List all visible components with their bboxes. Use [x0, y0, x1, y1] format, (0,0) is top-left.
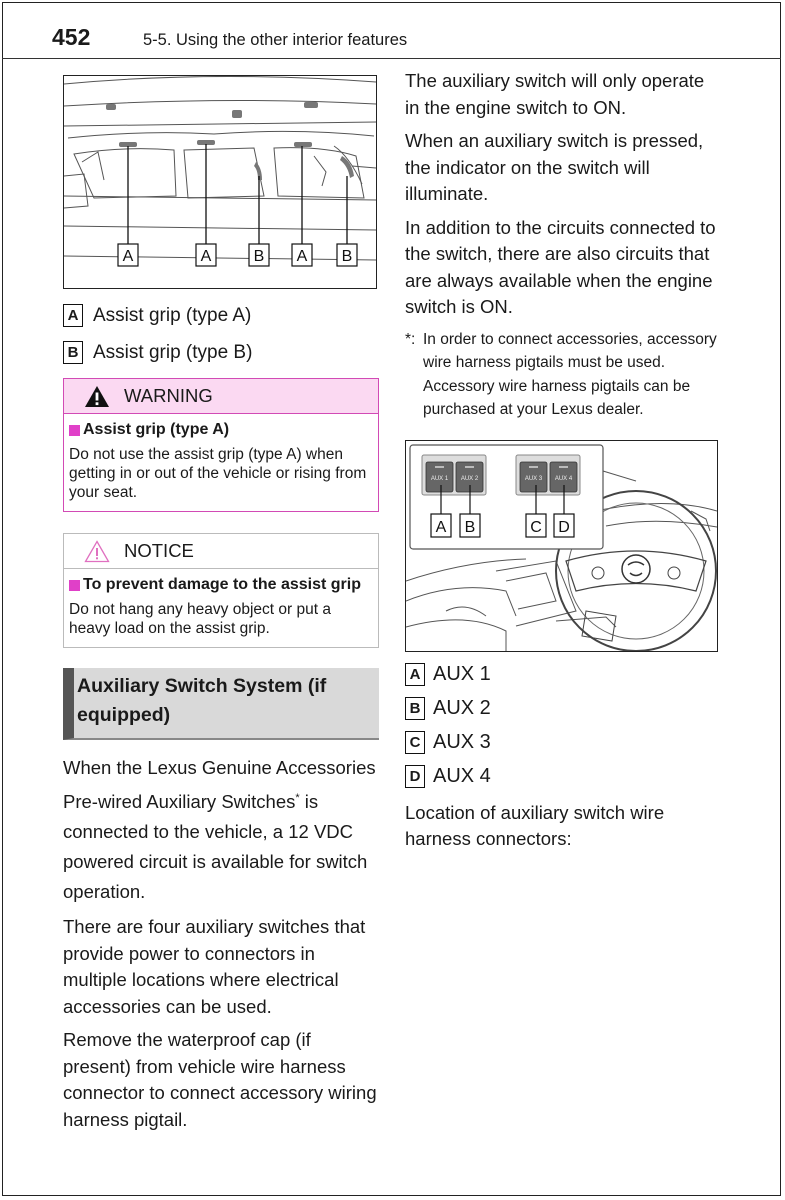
callout-letter: B	[405, 697, 425, 720]
warning-subtitle: Assist grip (type A)	[83, 421, 230, 438]
assist-grip-figure	[63, 75, 377, 289]
left-column	[63, 75, 379, 1140]
fig1-callout: B	[253, 248, 265, 265]
fig2-callout: D	[558, 518, 570, 536]
paragraph: Remove the waterproof cap (if present) from vehicle wire harness connector to connect accessory wiring harness pigtail.	[63, 1029, 377, 1130]
callout-letter: D	[405, 765, 425, 788]
dashboard-illustration	[406, 441, 717, 651]
footnote-mark: *:	[405, 330, 416, 348]
fig1-callout: B	[341, 248, 353, 265]
paragraph: When the Lexus Genuine Accessories Pre-wired Auxiliary Switches* is connected to the vehicle, a 12 VDC powered circuit is available for switch operation.	[63, 757, 376, 903]
legend-item	[405, 697, 720, 720]
notice-body: Do not hang any heavy object or put a heavy load on the assist grip.	[69, 601, 331, 637]
page-number: 452	[52, 24, 91, 50]
paragraph: Location of auxiliary switch wire harness connectors:	[405, 801, 665, 849]
callout-letter: C	[405, 731, 425, 754]
section-title: 5-5. Using the other interior features	[143, 31, 408, 49]
notice-subtitle-row	[69, 576, 378, 594]
paragraph: When an auxiliary switch is pressed, the indicator on the switch will illuminate.	[405, 130, 704, 204]
fig2-callout: B	[464, 518, 476, 536]
paragraph: The auxiliary switch will only operate in the engine switch to ON.	[405, 70, 705, 118]
fig1-callout: A	[296, 248, 308, 265]
section-heading: Auxiliary Switch System (if equipped)	[63, 668, 379, 740]
notice-box	[63, 533, 379, 648]
bullet-square-icon	[69, 580, 80, 591]
warning-header	[64, 379, 378, 414]
switch-label: AUX 3	[524, 475, 543, 482]
header-rule	[2, 58, 781, 59]
legend-item	[63, 304, 379, 327]
footnote-text: In order to connect accessories, accessory wire harness pigtails must be used. Accessory wire harness pigtails can be purchased at your Lexus dealer.	[423, 330, 717, 418]
legend-item	[405, 731, 720, 754]
switch-label: AUX 2	[460, 475, 479, 482]
legend-item	[405, 765, 720, 788]
switch-label: AUX 4	[554, 475, 573, 482]
legend-text: AUX 3	[433, 730, 491, 753]
warning-title: WARNING	[124, 385, 213, 406]
legend-text: AUX 1	[433, 662, 491, 685]
fig2-callout: C	[530, 518, 542, 536]
right-column	[405, 68, 720, 860]
legend-item	[405, 663, 720, 686]
warning-box	[63, 378, 379, 512]
fig1-callout: A	[122, 248, 134, 265]
bullet-square-icon	[69, 425, 80, 436]
legend-text: AUX 2	[433, 696, 491, 719]
aux-switch-figure	[405, 440, 718, 652]
callout-letter: A	[405, 663, 425, 686]
warning-body: Do not use the assist grip (type A) when getting in or out of the vehicle or rising from your seat.	[69, 446, 367, 501]
paragraph: In addition to the circuits connected to the switch, there are also circuits that are always available when the engine switch is ON.	[405, 216, 716, 317]
switch-label: AUX 1	[430, 475, 449, 482]
callout-letter: B	[63, 341, 83, 364]
legend-text: Assist grip (type B)	[93, 341, 253, 363]
vehicle-ceiling-illustration	[64, 76, 376, 288]
legend-text: AUX 4	[433, 764, 491, 787]
notice-subtitle: To prevent damage to the assist grip	[83, 576, 361, 593]
warning-subtitle-row	[69, 421, 378, 439]
callout-letter: A	[63, 304, 83, 327]
notice-header	[64, 534, 378, 569]
fig1-callout: A	[200, 248, 212, 265]
notice-title: NOTICE	[124, 540, 194, 561]
warning-icon	[84, 385, 110, 408]
caution-icon	[84, 540, 110, 563]
legend-text: Assist grip (type A)	[93, 304, 252, 326]
footnote	[405, 328, 720, 422]
paragraph: There are four auxiliary switches that provide power to connectors in multiple locations where electrical accessories can be used.	[63, 916, 366, 1017]
legend-item	[63, 341, 379, 364]
fig2-callout: A	[435, 518, 447, 536]
